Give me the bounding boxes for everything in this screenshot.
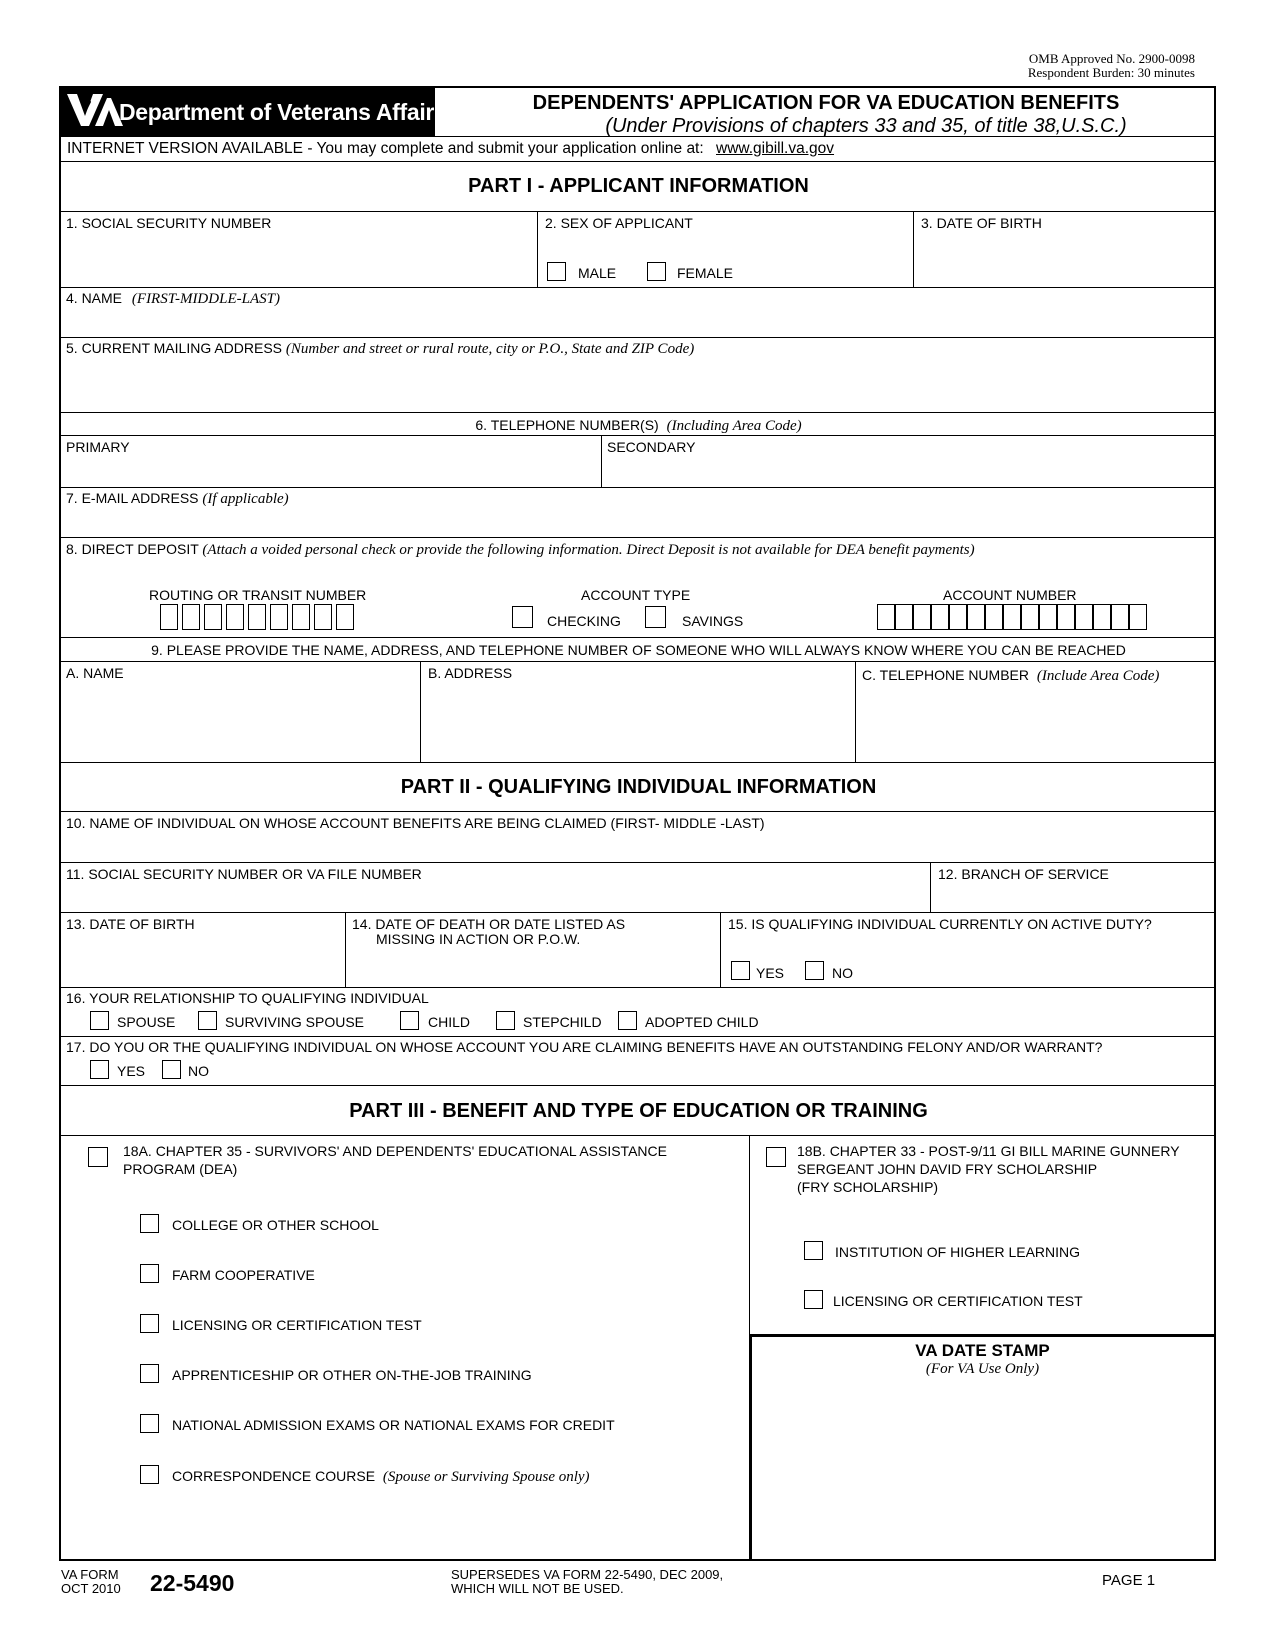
secondary-phone-label: SECONDARY [607, 439, 696, 455]
felony-warrant-label: 17. DO YOU OR THE QUALIFYING INDIVIDUAL ON WHOSE ACCOUNT YOU ARE CLAIMING BENEFITS HAVE AN OUTSTANDING FELONY AND/OR WARRANT? [66, 1039, 1103, 1055]
primary-phone-label: PRIMARY [66, 439, 130, 455]
respondent-burden: Respondent Burden: 30 minutes [1027, 65, 1195, 80]
account-type-label: ACCOUNT TYPE [581, 587, 691, 603]
sex-label: 2. SEX OF APPLICANT [545, 215, 693, 231]
contact-phone-label-text: C. TELEPHONE NUMBER [862, 667, 1029, 683]
form-number: 22-5490 [150, 1570, 235, 1596]
death-date-label-line2: MISSING IN ACTION OR P.O.W. [376, 931, 581, 947]
adopted-child-checkbox[interactable] [618, 1011, 637, 1030]
dob-label: 3. DATE OF BIRTH [921, 215, 1042, 231]
chapter35-label [123, 1144, 667, 1177]
primary-phone-field[interactable] [66, 456, 596, 484]
contact-phone-field[interactable] [862, 686, 1207, 758]
checking-label: CHECKING [547, 613, 621, 629]
page-number: PAGE 1 [1102, 1572, 1156, 1589]
surviving-spouse-checkbox[interactable] [198, 1011, 217, 1030]
contact-phone-note: (Include Area Code) [1036, 668, 1160, 684]
secondary-phone-field[interactable] [607, 456, 1207, 484]
ssn-label: 1. SOCIAL SECURITY NUMBER [66, 215, 272, 231]
branch-label: 12. BRANCH OF SERVICE [938, 866, 1109, 882]
direct-deposit-label [66, 542, 975, 558]
institution-label: INSTITUTION OF HIGHER LEARNING [835, 1244, 1081, 1260]
surviving-spouse-label: SURVIVING SPOUSE [225, 1014, 365, 1030]
chapter33-label-line3: (FRY SCHOLARSHIP) [797, 1179, 939, 1195]
qualifying-dob-label: 13. DATE OF BIRTH [66, 916, 195, 932]
contact-person-label: 9. PLEASE PROVIDE THE NAME, ADDRESS, AND TELEPHONE NUMBER OF SOMEONE WHO WILL ALWAYS KNOW WHERE YOU CAN BE REACHED [151, 642, 1126, 658]
checking-checkbox[interactable] [512, 606, 533, 628]
name-field[interactable] [66, 308, 1206, 336]
felony-no-label: NO [188, 1063, 209, 1079]
mailing-address-label-text: 5. CURRENT MAILING ADDRESS [66, 340, 283, 356]
college-checkbox[interactable] [140, 1214, 159, 1233]
national-exams-checkbox[interactable] [140, 1414, 159, 1433]
form-date: OCT 2010 [61, 1581, 121, 1596]
female-checkbox[interactable] [647, 262, 666, 281]
email-label-text: 7. E-MAIL ADDRESS [66, 490, 199, 506]
gibill-link[interactable]: www.gibill.va.gov [716, 140, 835, 157]
active-duty-label: 15. IS QUALIFYING INDIVIDUAL CURRENTLY ON ACTIVE DUTY? [728, 916, 1152, 932]
dob-field[interactable] [921, 232, 1211, 282]
name-note: (FIRST-MIDDLE-LAST) [131, 291, 280, 307]
mailing-address-field[interactable] [66, 358, 1206, 410]
va-seal-icon [65, 90, 123, 130]
form-title-block [436, 92, 1216, 138]
college-label: COLLEGE OR OTHER SCHOOL [172, 1217, 379, 1233]
direct-deposit-label-text: 8. DIRECT DEPOSIT [66, 541, 199, 557]
contact-phone-label [862, 668, 1159, 684]
qualifying-ssn-label: 11. SOCIAL SECURITY NUMBER OR VA FILE NUMBER [66, 866, 422, 882]
licensing-label: LICENSING OR CERTIFICATION TEST [172, 1317, 422, 1333]
internet-version-note [67, 140, 834, 158]
death-date-field[interactable] [352, 948, 712, 982]
mailing-address-note: (Number and street or rural route, city or P.O., State and ZIP Code) [285, 341, 695, 357]
va-date-stamp-title: VA DATE STAMP [915, 1341, 1050, 1360]
apprenticeship-label: APPRENTICESHIP OR OTHER ON-THE-JOB TRAINING [172, 1367, 532, 1383]
correspondence-label [172, 1469, 590, 1485]
routing-number-label: ROUTING OR TRANSIT NUMBER [149, 587, 367, 603]
active-duty-yes-label: YES [756, 965, 785, 981]
contact-address-label: B. ADDRESS [428, 665, 513, 681]
relationship-label: 16. YOUR RELATIONSHIP TO QUALIFYING INDIVIDUAL [66, 990, 429, 1006]
chapter33-label [797, 1144, 1180, 1195]
contact-name-label: A. NAME [66, 665, 124, 681]
active-duty-no-checkbox[interactable] [805, 961, 824, 980]
correspondence-label-text: CORRESPONDENCE COURSE [172, 1468, 376, 1484]
child-label: CHILD [428, 1014, 471, 1030]
child-checkbox[interactable] [400, 1011, 419, 1030]
qualifying-name-field[interactable] [66, 834, 1206, 860]
national-exams-label: NATIONAL ADMISSION EXAMS OR NATIONAL EXAMS FOR CREDIT [172, 1417, 615, 1433]
qualifying-name-label: 10. NAME OF INDIVIDUAL ON WHOSE ACCOUNT BENEFITS ARE BEING CLAIMED (FIRST- MIDDLE -LAST) [66, 815, 765, 831]
chapter33-checkbox[interactable] [766, 1147, 786, 1167]
contact-name-field[interactable] [66, 684, 416, 759]
va-date-stamp-header [749, 1341, 1216, 1378]
correspondence-note: (Spouse or Surviving Spouse only) [382, 1469, 590, 1485]
mailing-address-label [66, 341, 694, 357]
farm-cooperative-label: FARM COOPERATIVE [172, 1267, 315, 1283]
name-label-text: 4. NAME [66, 290, 123, 306]
active-duty-no-label: NO [832, 965, 853, 981]
stepchild-label: STEPCHILD [523, 1014, 602, 1030]
farm-cooperative-checkbox[interactable] [140, 1264, 159, 1283]
licensing-b-checkbox[interactable] [804, 1290, 823, 1309]
felony-yes-checkbox[interactable] [90, 1060, 109, 1079]
name-label [66, 291, 280, 307]
email-field[interactable] [66, 508, 1206, 536]
telephone-label-text: 6. TELEPHONE NUMBER(S) [475, 417, 659, 433]
qualifying-dob-field[interactable] [66, 934, 341, 982]
felony-yes-label: YES [117, 1063, 146, 1079]
contact-address-field[interactable] [428, 684, 848, 759]
stepchild-checkbox[interactable] [496, 1011, 515, 1030]
savings-checkbox[interactable] [645, 606, 666, 628]
institution-checkbox[interactable] [804, 1241, 823, 1260]
agency-name: Department of Veterans Affairs [119, 99, 447, 125]
chapter35-label-line1: 18A. CHAPTER 35 - SURVIVORS' AND DEPENDENTS' EDUCATIONAL ASSISTANCE [123, 1143, 667, 1159]
adopted-child-label: ADOPTED CHILD [645, 1014, 759, 1030]
form-title: DEPENDENTS' APPLICATION FOR VA EDUCATION BENEFITS [532, 92, 1120, 114]
va-header-logo [59, 86, 447, 136]
omb-approved: OMB Approved No. 2900-0098 [1028, 51, 1195, 66]
account-number-label: ACCOUNT NUMBER [943, 587, 1077, 603]
branch-field[interactable] [938, 884, 1208, 910]
telephone-note: (Including Area Code) [666, 418, 802, 434]
chapter35-label-line2: PROGRAM (DEA) [123, 1161, 238, 1177]
ssn-field[interactable] [66, 232, 536, 282]
spouse-label: SPOUSE [117, 1014, 176, 1030]
supersedes-line1: SUPERSEDES VA FORM 22-5490, DEC 2009, [451, 1567, 724, 1582]
male-label: MALE [578, 265, 617, 281]
email-label [66, 491, 289, 507]
correspondence-checkbox[interactable] [140, 1465, 159, 1484]
savings-label: SAVINGS [682, 613, 744, 629]
licensing-checkbox[interactable] [140, 1314, 159, 1333]
female-label: FEMALE [677, 265, 734, 281]
part3-title: PART III - BENEFIT AND TYPE OF EDUCATION OR TRAINING [349, 1100, 928, 1122]
death-date-label-line1: 14. DATE OF DEATH OR DATE LISTED AS [352, 916, 626, 932]
supersedes-line2: WHICH WILL NOT BE USED. [451, 1581, 624, 1596]
chapter33-label-line1: 18B. CHAPTER 33 - POST-9/11 GI BILL MARINE GUNNERY [797, 1143, 1180, 1159]
omb-block [1000, 52, 1195, 80]
qualifying-ssn-field[interactable] [66, 884, 916, 910]
va-date-stamp-note: (For VA Use Only) [925, 1361, 1040, 1377]
internet-text: INTERNET VERSION AVAILABLE - You may complete and submit your application online at: [67, 140, 704, 157]
active-duty-yes-checkbox[interactable] [731, 961, 750, 980]
spouse-checkbox[interactable] [90, 1011, 109, 1030]
form-label: VA FORM [61, 1567, 119, 1582]
form-id-block [61, 1568, 121, 1596]
supersedes-note [451, 1568, 723, 1596]
form-subtitle: (Under Provisions of chapters 33 and 35, of title 38,U.S.C.) [605, 115, 1127, 137]
telephone-label [60, 418, 1217, 434]
chapter35-checkbox[interactable] [88, 1147, 108, 1167]
apprenticeship-checkbox[interactable] [140, 1364, 159, 1383]
felony-no-checkbox[interactable] [162, 1060, 181, 1079]
male-checkbox[interactable] [547, 262, 566, 281]
licensing-b-label: LICENSING OR CERTIFICATION TEST [833, 1293, 1083, 1309]
part1-title: PART I - APPLICANT INFORMATION [468, 175, 809, 197]
direct-deposit-note: (Attach a voided personal check or provide the following information. Direct Deposit is not available for DEA benefit payments) [202, 542, 975, 558]
chapter33-label-line2: SERGEANT JOHN DAVID FRY SCHOLARSHIP [797, 1161, 1098, 1177]
death-date-label [352, 917, 625, 947]
email-note: (If applicable) [202, 491, 289, 507]
part2-title: PART II - QUALIFYING INDIVIDUAL INFORMATION [400, 776, 877, 798]
